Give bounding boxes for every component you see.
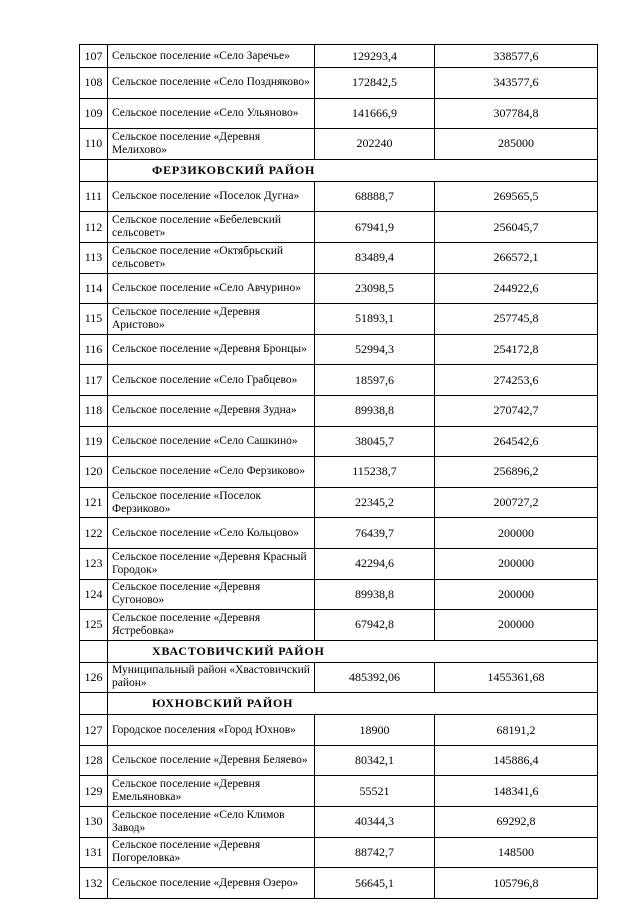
value-column-1: 115238,7 [315, 457, 435, 488]
section-spacer-cell [80, 159, 108, 181]
municipal-budget-table [79, 44, 598, 899]
row-number: 116 [80, 334, 108, 365]
row-number: 112 [80, 212, 108, 243]
settlement-name: Сельское поселение «Село Грабцево» [108, 365, 315, 396]
value-column-1: 129293,4 [315, 45, 435, 68]
value-column-1: 89938,8 [315, 579, 435, 610]
value-column-1: 56645,1 [315, 868, 435, 899]
value-column-1: 67942,8 [315, 610, 435, 641]
value-column-1: 67941,9 [315, 212, 435, 243]
row-number: 132 [80, 868, 108, 899]
value-column-2: 200000 [435, 579, 598, 610]
table-row [80, 45, 598, 68]
table-row [80, 776, 598, 807]
value-column-2: 200000 [435, 548, 598, 579]
settlement-name: Сельское поселение «Село Ульяново» [108, 98, 315, 129]
table-row [80, 745, 598, 776]
table-row [80, 334, 598, 365]
section-title: ФЕРЗИКОВСКИЙ РАЙОН [108, 159, 598, 181]
value-column-2: 269565,5 [435, 181, 598, 212]
value-column-1: 141666,9 [315, 98, 435, 129]
row-number: 131 [80, 837, 108, 868]
row-number: 121 [80, 487, 108, 518]
value-column-2: 266572,1 [435, 242, 598, 273]
settlement-name: Сельское поселение «Деревня Беляево» [108, 745, 315, 776]
row-number: 122 [80, 518, 108, 549]
settlement-name: Сельское поселение «Октябрьский сельсовет» [108, 242, 315, 273]
value-column-1: 68888,7 [315, 181, 435, 212]
section-header-row [80, 693, 598, 715]
table-row [80, 868, 598, 899]
row-number: 129 [80, 776, 108, 807]
row-number: 115 [80, 304, 108, 335]
value-column-2: 68191,2 [435, 715, 598, 746]
value-column-2: 270742,7 [435, 395, 598, 426]
table-row [80, 395, 598, 426]
section-spacer-cell [80, 640, 108, 662]
value-column-1: 22345,2 [315, 487, 435, 518]
value-column-2: 257745,8 [435, 304, 598, 335]
settlement-name: Сельское поселение «Деревня Емельяновка» [108, 776, 315, 807]
settlement-name: Сельское поселение «Село Кольцово» [108, 518, 315, 549]
settlement-name: Сельское поселение «Деревня Красный Городок» [108, 548, 315, 579]
value-column-1: 88742,7 [315, 837, 435, 868]
row-number: 128 [80, 745, 108, 776]
settlement-name: Сельское поселение «Деревня Бронцы» [108, 334, 315, 365]
row-number: 127 [80, 715, 108, 746]
value-column-1: 52994,3 [315, 334, 435, 365]
settlement-name: Сельское поселение «Деревня Аристово» [108, 304, 315, 335]
row-number: 119 [80, 426, 108, 457]
value-column-1: 55521 [315, 776, 435, 807]
section-header-row [80, 159, 598, 181]
row-number: 109 [80, 98, 108, 129]
value-column-2: 1455361,68 [435, 662, 598, 693]
value-column-1: 76439,7 [315, 518, 435, 549]
value-column-1: 18900 [315, 715, 435, 746]
section-header-row [80, 640, 598, 662]
value-column-1: 485392,06 [315, 662, 435, 693]
row-number: 114 [80, 273, 108, 304]
settlement-name: Сельское поселение «Деревня Сугоново» [108, 579, 315, 610]
table-row [80, 610, 598, 641]
row-number: 117 [80, 365, 108, 396]
value-column-1: 172842,5 [315, 68, 435, 99]
settlement-name: Сельское поселение «Деревня Озеро» [108, 868, 315, 899]
table-row [80, 487, 598, 518]
row-number: 107 [80, 45, 108, 68]
row-number: 125 [80, 610, 108, 641]
settlement-name: Муниципальный район «Хвастовичский район» [108, 662, 315, 693]
table-row [80, 662, 598, 693]
value-column-2: 285000 [435, 129, 598, 160]
row-number: 126 [80, 662, 108, 693]
row-number: 120 [80, 457, 108, 488]
row-number: 124 [80, 579, 108, 610]
settlement-name: Сельское поселение «Деревня Погореловка» [108, 837, 315, 868]
value-column-2: 307784,8 [435, 98, 598, 129]
settlement-name: Сельское поселение «Поселок Дугна» [108, 181, 315, 212]
settlement-name: Сельское поселение «Село Ферзиково» [108, 457, 315, 488]
settlement-name: Сельское поселение «Село Сашкино» [108, 426, 315, 457]
settlement-name: Сельское поселение «Поселок Ферзиково» [108, 487, 315, 518]
row-number: 130 [80, 807, 108, 838]
table-row [80, 129, 598, 160]
table-row [80, 365, 598, 396]
value-column-1: 83489,4 [315, 242, 435, 273]
row-number: 110 [80, 129, 108, 160]
value-column-1: 89938,8 [315, 395, 435, 426]
value-column-2: 254172,8 [435, 334, 598, 365]
value-column-1: 38045,7 [315, 426, 435, 457]
value-column-1: 23098,5 [315, 273, 435, 304]
value-column-2: 256045,7 [435, 212, 598, 243]
table-row [80, 181, 598, 212]
value-column-2: 105796,8 [435, 868, 598, 899]
row-number: 111 [80, 181, 108, 212]
value-column-1: 80342,1 [315, 745, 435, 776]
table-row [80, 807, 598, 838]
value-column-1: 51893,1 [315, 304, 435, 335]
value-column-2: 256896,2 [435, 457, 598, 488]
settlement-name: Сельское поселение «Деревня Ястребовка» [108, 610, 315, 641]
value-column-2: 69292,8 [435, 807, 598, 838]
value-column-2: 338577,6 [435, 45, 598, 68]
table-row [80, 518, 598, 549]
row-number: 113 [80, 242, 108, 273]
value-column-1: 202240 [315, 129, 435, 160]
value-column-2: 145886,4 [435, 745, 598, 776]
settlement-name: Сельское поселение «Село Авчурино» [108, 273, 315, 304]
value-column-2: 148341,6 [435, 776, 598, 807]
settlement-name: Сельское поселение «Бебелевский сельсовет» [108, 212, 315, 243]
section-title: ЮХНОВСКИЙ РАЙОН [108, 693, 598, 715]
row-number: 123 [80, 548, 108, 579]
table-row [80, 837, 598, 868]
table-row [80, 212, 598, 243]
table-row [80, 273, 598, 304]
value-column-2: 264542,6 [435, 426, 598, 457]
table-row [80, 304, 598, 335]
table-row [80, 579, 598, 610]
value-column-2: 244922,6 [435, 273, 598, 304]
section-spacer-cell [80, 693, 108, 715]
table-row [80, 426, 598, 457]
settlement-name: Сельское поселение «Село Заречье» [108, 45, 315, 68]
settlement-name: Сельское поселение «Село Климов Завод» [108, 807, 315, 838]
value-column-1: 40344,3 [315, 807, 435, 838]
settlement-name: Сельское поселение «Деревня Мелихово» [108, 129, 315, 160]
value-column-2: 274253,6 [435, 365, 598, 396]
settlement-name: Городское поселения «Город Юхнов» [108, 715, 315, 746]
table-row [80, 68, 598, 99]
table-row [80, 548, 598, 579]
value-column-2: 200000 [435, 610, 598, 641]
row-number: 118 [80, 395, 108, 426]
settlement-name: Сельское поселение «Село Поздняково» [108, 68, 315, 99]
table-row [80, 715, 598, 746]
value-column-2: 200000 [435, 518, 598, 549]
value-column-1: 42294,6 [315, 548, 435, 579]
settlement-name: Сельское поселение «Деревня Зудна» [108, 395, 315, 426]
table-row [80, 457, 598, 488]
table-row [80, 242, 598, 273]
value-column-1: 18597,6 [315, 365, 435, 396]
table-body [80, 45, 598, 899]
value-column-2: 148500 [435, 837, 598, 868]
section-title: ХВАСТОВИЧСКИЙ РАЙОН [108, 640, 598, 662]
value-column-2: 200727,2 [435, 487, 598, 518]
row-number: 108 [80, 68, 108, 99]
value-column-2: 343577,6 [435, 68, 598, 99]
table-row [80, 98, 598, 129]
